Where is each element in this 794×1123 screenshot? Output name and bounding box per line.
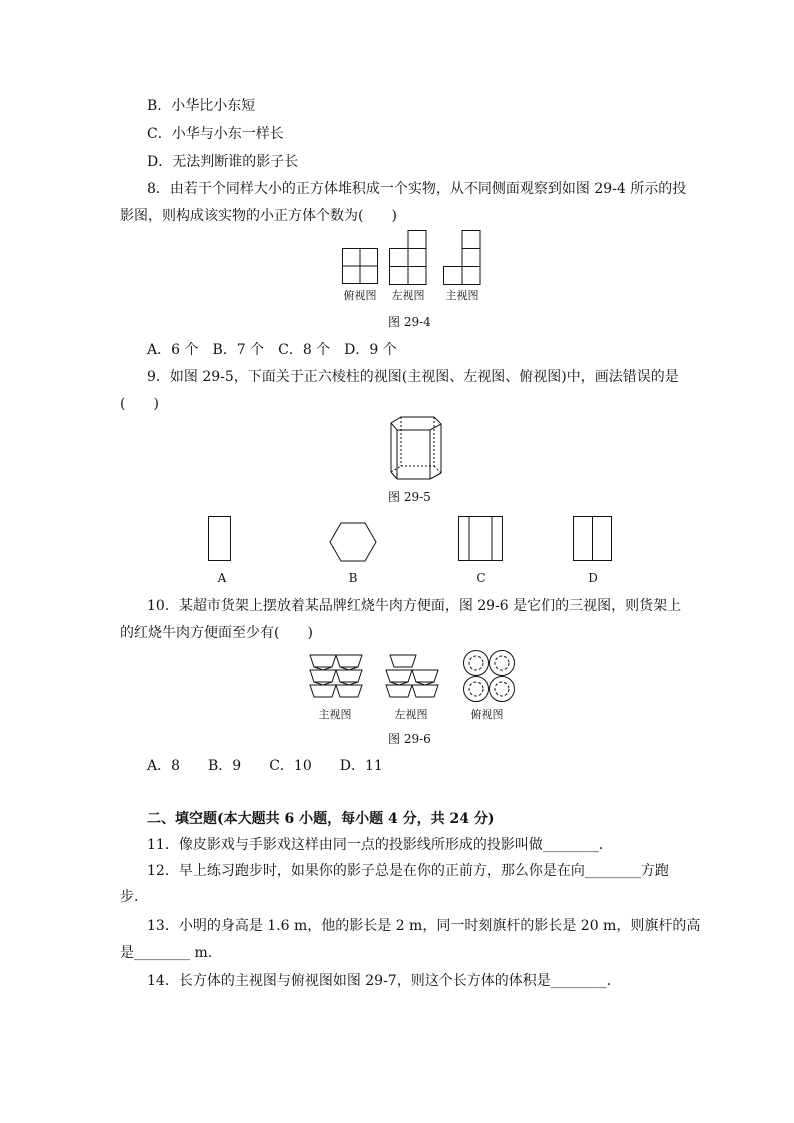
- q9-stem-line2: ( ): [120, 396, 159, 412]
- q10-options: A．8 B．9 C．10 D．11: [147, 758, 383, 774]
- fig-29-4-label-left: 左视图: [391, 289, 425, 302]
- q9-choice-b-shape: [329, 522, 377, 562]
- q7-option-c: C．小华与小东一样长: [147, 126, 284, 142]
- fig-29-4-label-top: 俯视图: [343, 289, 377, 302]
- q12-line2: 步．: [120, 889, 148, 905]
- fig-29-4-label-front: 主视图: [445, 289, 479, 302]
- q10-stem-line2: 的红烧牛肉方便面至少有( ): [120, 625, 313, 641]
- fig-29-4-left-view: [389, 230, 427, 285]
- fig-29-6-left-view: [384, 654, 440, 700]
- q9-choice-c-shape: [458, 516, 504, 562]
- fig-29-4-caption: 图 29-4: [388, 315, 431, 329]
- q11: 11．像皮影戏与手影戏这样由同一点的投影线所形成的投影叫做________．: [147, 837, 613, 853]
- q7-option-b: B．小华比小东短: [147, 98, 256, 114]
- q8-stem-line2: 影图，则构成该实物的小正方体个数为( ): [120, 208, 397, 224]
- q14: 14．长方体的主视图与俯视图如图 29-7，则这个长方体的体积是________．: [147, 973, 621, 989]
- q9-choice-d-shape: [573, 516, 613, 562]
- fig-29-5-hexagonal-prism: [389, 414, 444, 482]
- fig-29-4-top-view: [342, 248, 378, 284]
- q9-choice-b-label: B: [348, 571, 358, 585]
- q9-choice-c-label: C: [476, 571, 486, 585]
- fig-29-6-top-view: [462, 649, 516, 703]
- section2-heading: 二、填空题(本大题共 6 小题，每小题 4 分，共 24 分): [147, 811, 495, 827]
- q13-line2: 是________ m.: [120, 945, 213, 961]
- fig-29-6-label-front: 主视图: [318, 708, 352, 721]
- q7-option-d: D．无法判断谁的影子长: [147, 154, 299, 170]
- q10-stem-line1: 10．某超市货架上摆放着某品牌红烧牛肉方便面，图 29-6 是它们的三视图，则货架上: [147, 598, 682, 614]
- q9-stem-line1: 9．如图 29-5，下面关于正六棱柱的视图(主视图、左视图、俯视图)中，画法错误的是: [147, 369, 679, 385]
- fig-29-6-label-top: 俯视图: [470, 708, 504, 721]
- q12-line1: 12．早上练习跑步时，如果你的影子总是在你的正前方，那么你是在向________方跑: [147, 863, 669, 879]
- q9-choice-a-shape: [208, 516, 232, 562]
- q13-line1: 13．小明的身高是 1.6 m，他的影长是 2 m，同一时刻旗杆的影长是 20 m，则旗杆的高: [147, 918, 701, 934]
- q9-choice-a-label: A: [217, 571, 227, 585]
- q8-stem-line1: 8．由若干个同样大小的正方体堆积成一个实物，从不同侧面观察到如图 29-4 所示的投: [147, 181, 687, 197]
- fig-29-6-caption: 图 29-6: [388, 732, 431, 746]
- q9-choice-d-label: D: [588, 571, 598, 585]
- fig-29-6-label-left: 左视图: [394, 708, 428, 721]
- fig-29-6-front-view: [308, 654, 364, 700]
- q8-options: A．6 个 B．7 个 C．8 个 D．9 个: [147, 342, 397, 358]
- fig-29-5-caption: 图 29-5: [388, 490, 431, 504]
- fig-29-4-front-view: [443, 230, 481, 285]
